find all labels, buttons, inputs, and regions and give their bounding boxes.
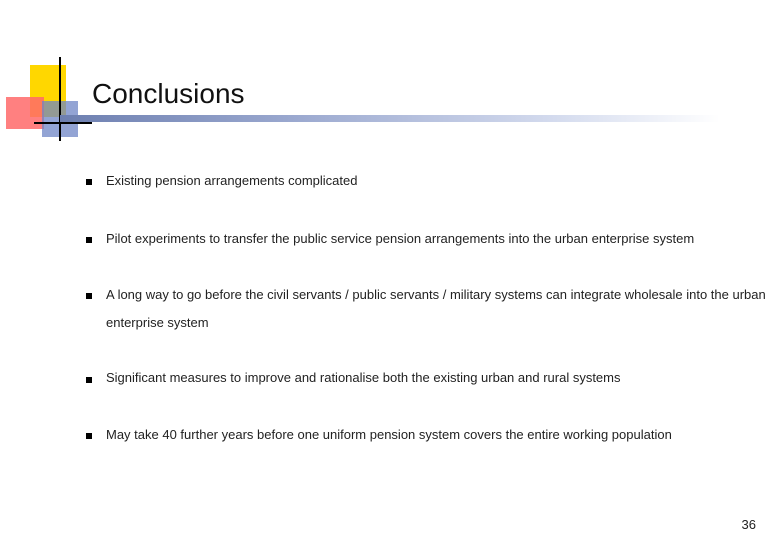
bullet-text-1: Existing pension arrangements complicated — [106, 173, 358, 188]
bullet-text-2: Pilot experiments to transfer the public service pension arrangements into the urban enterprise system — [106, 231, 695, 246]
bullet-marker-3 — [86, 293, 92, 299]
bullet-text-4: Significant measures to improve and rationalise both the existing urban and rural systems — [106, 370, 621, 385]
bullet-marker-2 — [86, 237, 92, 243]
bullet-text-3: A long way to go before the civil servants / public servants / military systems can integrate wholesale into the urban enterprise system — [106, 287, 766, 330]
slide-title: Conclusions — [92, 78, 245, 109]
bullet-marker-5 — [86, 433, 92, 439]
bullet-marker-1 — [86, 179, 92, 185]
bullet-text-5: May take 40 further years before one uniform pension system covers the entire working population — [106, 427, 672, 442]
page-number: 36 — [741, 517, 756, 532]
bullet-marker-4 — [86, 377, 92, 383]
